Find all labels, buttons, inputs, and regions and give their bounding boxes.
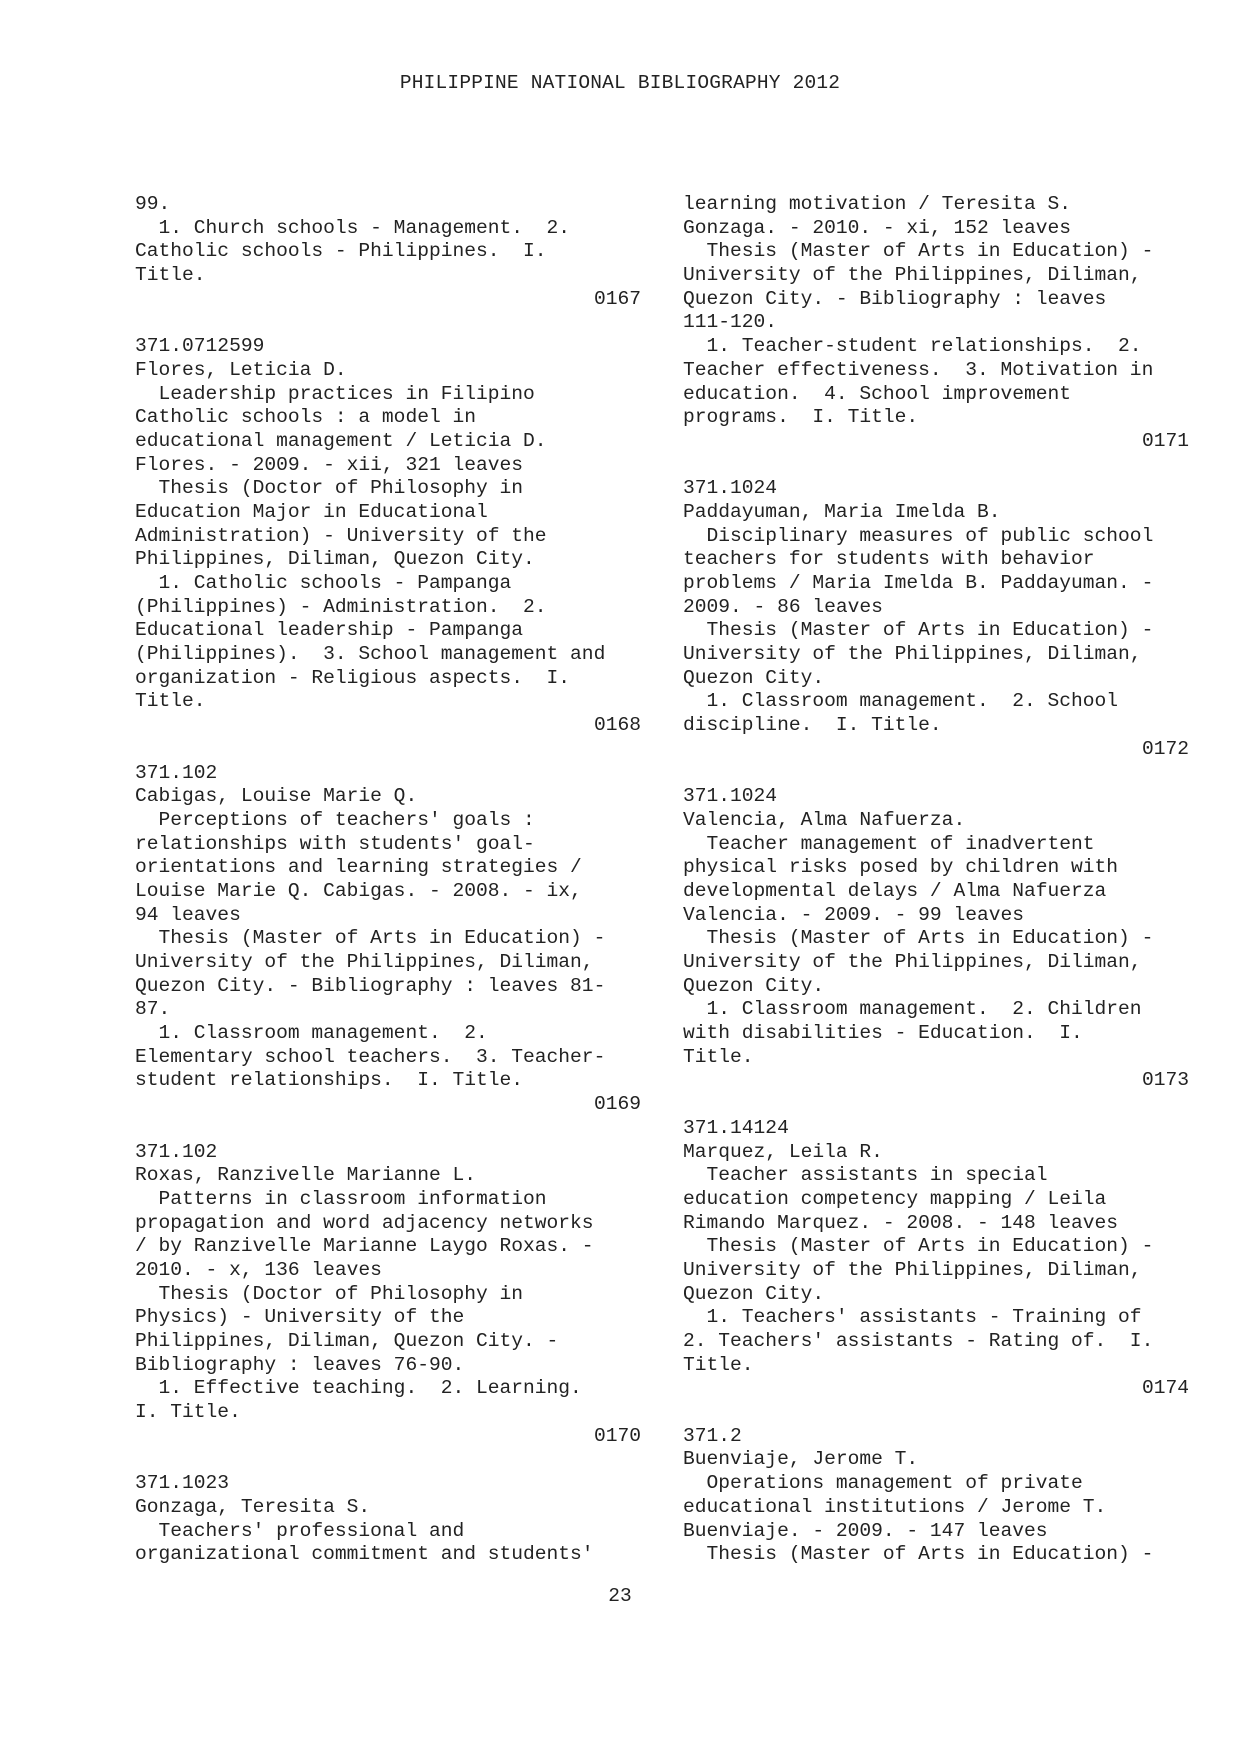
text-line: Teacher effectiveness. 3. Motivation in [683,358,1154,381]
text-line: Patterns in classroom information [135,1187,547,1210]
text-line: Thesis (Master of Arts in Education) - [683,1543,1154,1566]
text-line: University of the Philippines, Diliman, [683,264,1142,287]
text-line: / by Ranzivelle Marianne Laygo Roxas. - [135,1235,594,1258]
record-number: 0171 [1141,429,1189,452]
blank-line [683,1093,1189,1117]
text-line: with disabilities - Education. I. [683,1022,1083,1045]
text-line: Marquez, Leila R. [683,1140,883,1163]
text-line: 2010. - x, 136 leaves [135,1258,382,1281]
text-line: physical risks posed by children with [683,856,1119,879]
text-line: 371.102 [135,761,218,784]
page-header: PHILIPPINE NATIONAL BIBLIOGRAPHY 2012 [399,72,841,94]
text-line: Education Major in Educational [135,500,488,523]
record-number: 0174 [1141,1377,1189,1400]
text-line: education. 4. School improvement [683,382,1072,405]
left-column [135,193,641,1567]
text-line: organization - Religious aspects. I. [135,666,571,689]
text-line: teachers for students with behavior [683,548,1095,571]
text-line: Teacher assistants in special [683,1164,1048,1187]
record-number: 0170 [593,1424,641,1447]
text-line: 1. Teachers' assistants - Training of [683,1306,1142,1329]
text-line: Gonzaga. - 2010. - xi, 152 leaves [683,216,1072,239]
text-line: Valencia, Alma Nafuerza. [683,808,966,831]
text-line: 111-120. [683,311,778,334]
text-line: 371.1023 [135,1472,230,1495]
text-line: developmental delays / Alma Nafuerza [683,879,1107,902]
text-line: Educational leadership - Pampanga [135,619,524,642]
record-number: 0169 [593,1093,641,1116]
blank-line [135,738,641,762]
text-line: Title. [135,264,206,287]
text-line: Rimando Marquez. - 2008. - 148 leaves [683,1211,1119,1234]
text-line: Catholic schools - Philippines. I. [135,240,547,263]
text-line: Thesis (Master of Arts in Education) - [683,619,1154,642]
text-line: (Philippines) - Administration. 2. [135,595,547,618]
text-line: Quezon City. [683,666,825,689]
text-line: problems / Maria Imelda B. Paddayuman. - [683,572,1154,594]
text-line: Paddayuman, Maria Imelda B. [683,500,1001,523]
text-line: 87. [135,998,171,1021]
text-line: Perceptions of teachers' goals : [135,808,535,831]
right-column [683,193,1189,1567]
text-line: orientations and learning strategies / [135,856,582,879]
text-line: 371.0712599 [135,335,265,358]
text-line: Title. [683,1353,754,1376]
text-line: Thesis (Doctor of Philosophy in [135,477,524,500]
text-line: organizational commitment and students' [135,1543,594,1566]
text-line: learning motivation / Teresita S. [683,193,1072,215]
blank-line [683,1401,1189,1425]
text-line: Buenviaje, Jerome T. [683,1448,919,1471]
blank-line [135,1448,641,1472]
text-line: Flores, Leticia D. [135,358,347,381]
text-line: 1. Church schools - Management. 2. [135,216,571,239]
text-line: Teachers' professional and [135,1519,465,1542]
text-line: Gonzaga, Teresita S. [135,1495,371,1518]
text-line: Physics) - University of the [135,1306,465,1329]
text-line: 2009. - 86 leaves [683,595,883,618]
text-line: 371.2 [683,1424,742,1447]
text-line: discipline. I. Title. [683,714,942,737]
text-line: educational management / Leticia D. [135,429,547,452]
text-line: Quezon City. [683,1282,825,1305]
text-line: 94 leaves [135,903,241,926]
text-line: 1. Classroom management. 2. School [683,690,1119,713]
text-line: Administration) - University of the [135,524,547,547]
text-line: (Philippines). 3. School management and [135,643,606,666]
text-line: relationships with students' goal- [135,832,535,855]
blank-line [683,454,1189,478]
text-line: Thesis (Master of Arts in Education) - [683,927,1154,950]
text-line: 371.14124 [683,1116,789,1139]
text-line: Operations management of private [683,1472,1083,1495]
text-line: Thesis (Master of Arts in Education) - [135,927,606,950]
text-line: Thesis (Master of Arts in Education) - [683,1235,1154,1258]
text-line: University of the Philippines, Diliman, [683,951,1142,973]
text-line: Disciplinary measures of public school [683,524,1154,547]
text-line: 99. [135,193,171,215]
text-line: Philippines, Diliman, Quezon City. - [135,1330,559,1352]
blank-line [135,1117,641,1141]
text-line: Bibliography : leaves 76-90. [135,1353,465,1376]
text-line: Roxas, Ranzivelle Marianne L. [135,1164,476,1187]
text-line: University of the Philippines, Diliman, [683,1258,1142,1281]
text-line: Philippines, Diliman, Quezon City. [135,548,535,571]
text-line: Louise Marie Q. Cabigas. - 2008. - ix, [135,879,582,902]
text-line: I. Title. [135,1401,241,1424]
text-line: University of the Philippines, Diliman, [135,951,594,973]
record-number: 0167 [593,287,641,310]
text-line: education competency mapping / Leila [683,1187,1107,1210]
text-line: Cabigas, Louise Marie Q. [135,785,418,808]
text-line: 1. Classroom management. 2. [135,1022,488,1045]
record-number: 0168 [593,714,641,737]
text-line: Teacher management of inadvertent [683,832,1095,855]
text-line: Quezon City. - Bibliography : leaves 81- [135,974,606,997]
text-line: 371.1024 [683,785,778,808]
text-line: 371.102 [135,1140,218,1163]
text-line: programs. I. Title. [683,406,919,429]
page-number: 23 [608,1585,632,1607]
text-line: 371.1024 [683,477,778,500]
text-line: Buenviaje. - 2009. - 147 leaves [683,1519,1048,1542]
text-line: 1. Effective teaching. 2. Learning. [135,1377,582,1400]
text-line: Flores. - 2009. - xii, 321 leaves [135,453,524,476]
text-line: Valencia. - 2009. - 99 leaves [683,903,1024,926]
text-line: 2. Teachers' assistants - Rating of. I. [683,1330,1154,1352]
text-line: Quezon City. [683,974,825,997]
text-line: 1. Teacher-student relationships. 2. [683,335,1142,358]
text-line: 1. Catholic schools - Pampanga [135,572,512,594]
text-line: Thesis (Master of Arts in Education) - [683,240,1154,263]
text-line: University of the Philippines, Diliman, [683,643,1142,666]
text-line: propagation and word adjacency networks [135,1211,594,1234]
blank-line [683,762,1189,786]
text-line: Elementary school teachers. 3. Teacher- [135,1045,606,1068]
text-line: Leadership practices in Filipino [135,382,535,405]
text-line: Catholic schools : a model in [135,406,476,429]
record-number: 0173 [1141,1069,1189,1092]
text-line: Title. [135,690,206,713]
text-line: Title. [683,1045,754,1068]
blank-line [135,311,641,335]
text-line: 1. Classroom management. 2. Children [683,998,1142,1021]
text-line: educational institutions / Jerome T. [683,1495,1107,1518]
record-number: 0172 [1141,737,1189,760]
text-line: Quezon City. - Bibliography : leaves [683,287,1107,310]
text-line: Thesis (Doctor of Philosophy in [135,1282,524,1305]
text-line: student relationships. I. Title. [135,1069,524,1092]
